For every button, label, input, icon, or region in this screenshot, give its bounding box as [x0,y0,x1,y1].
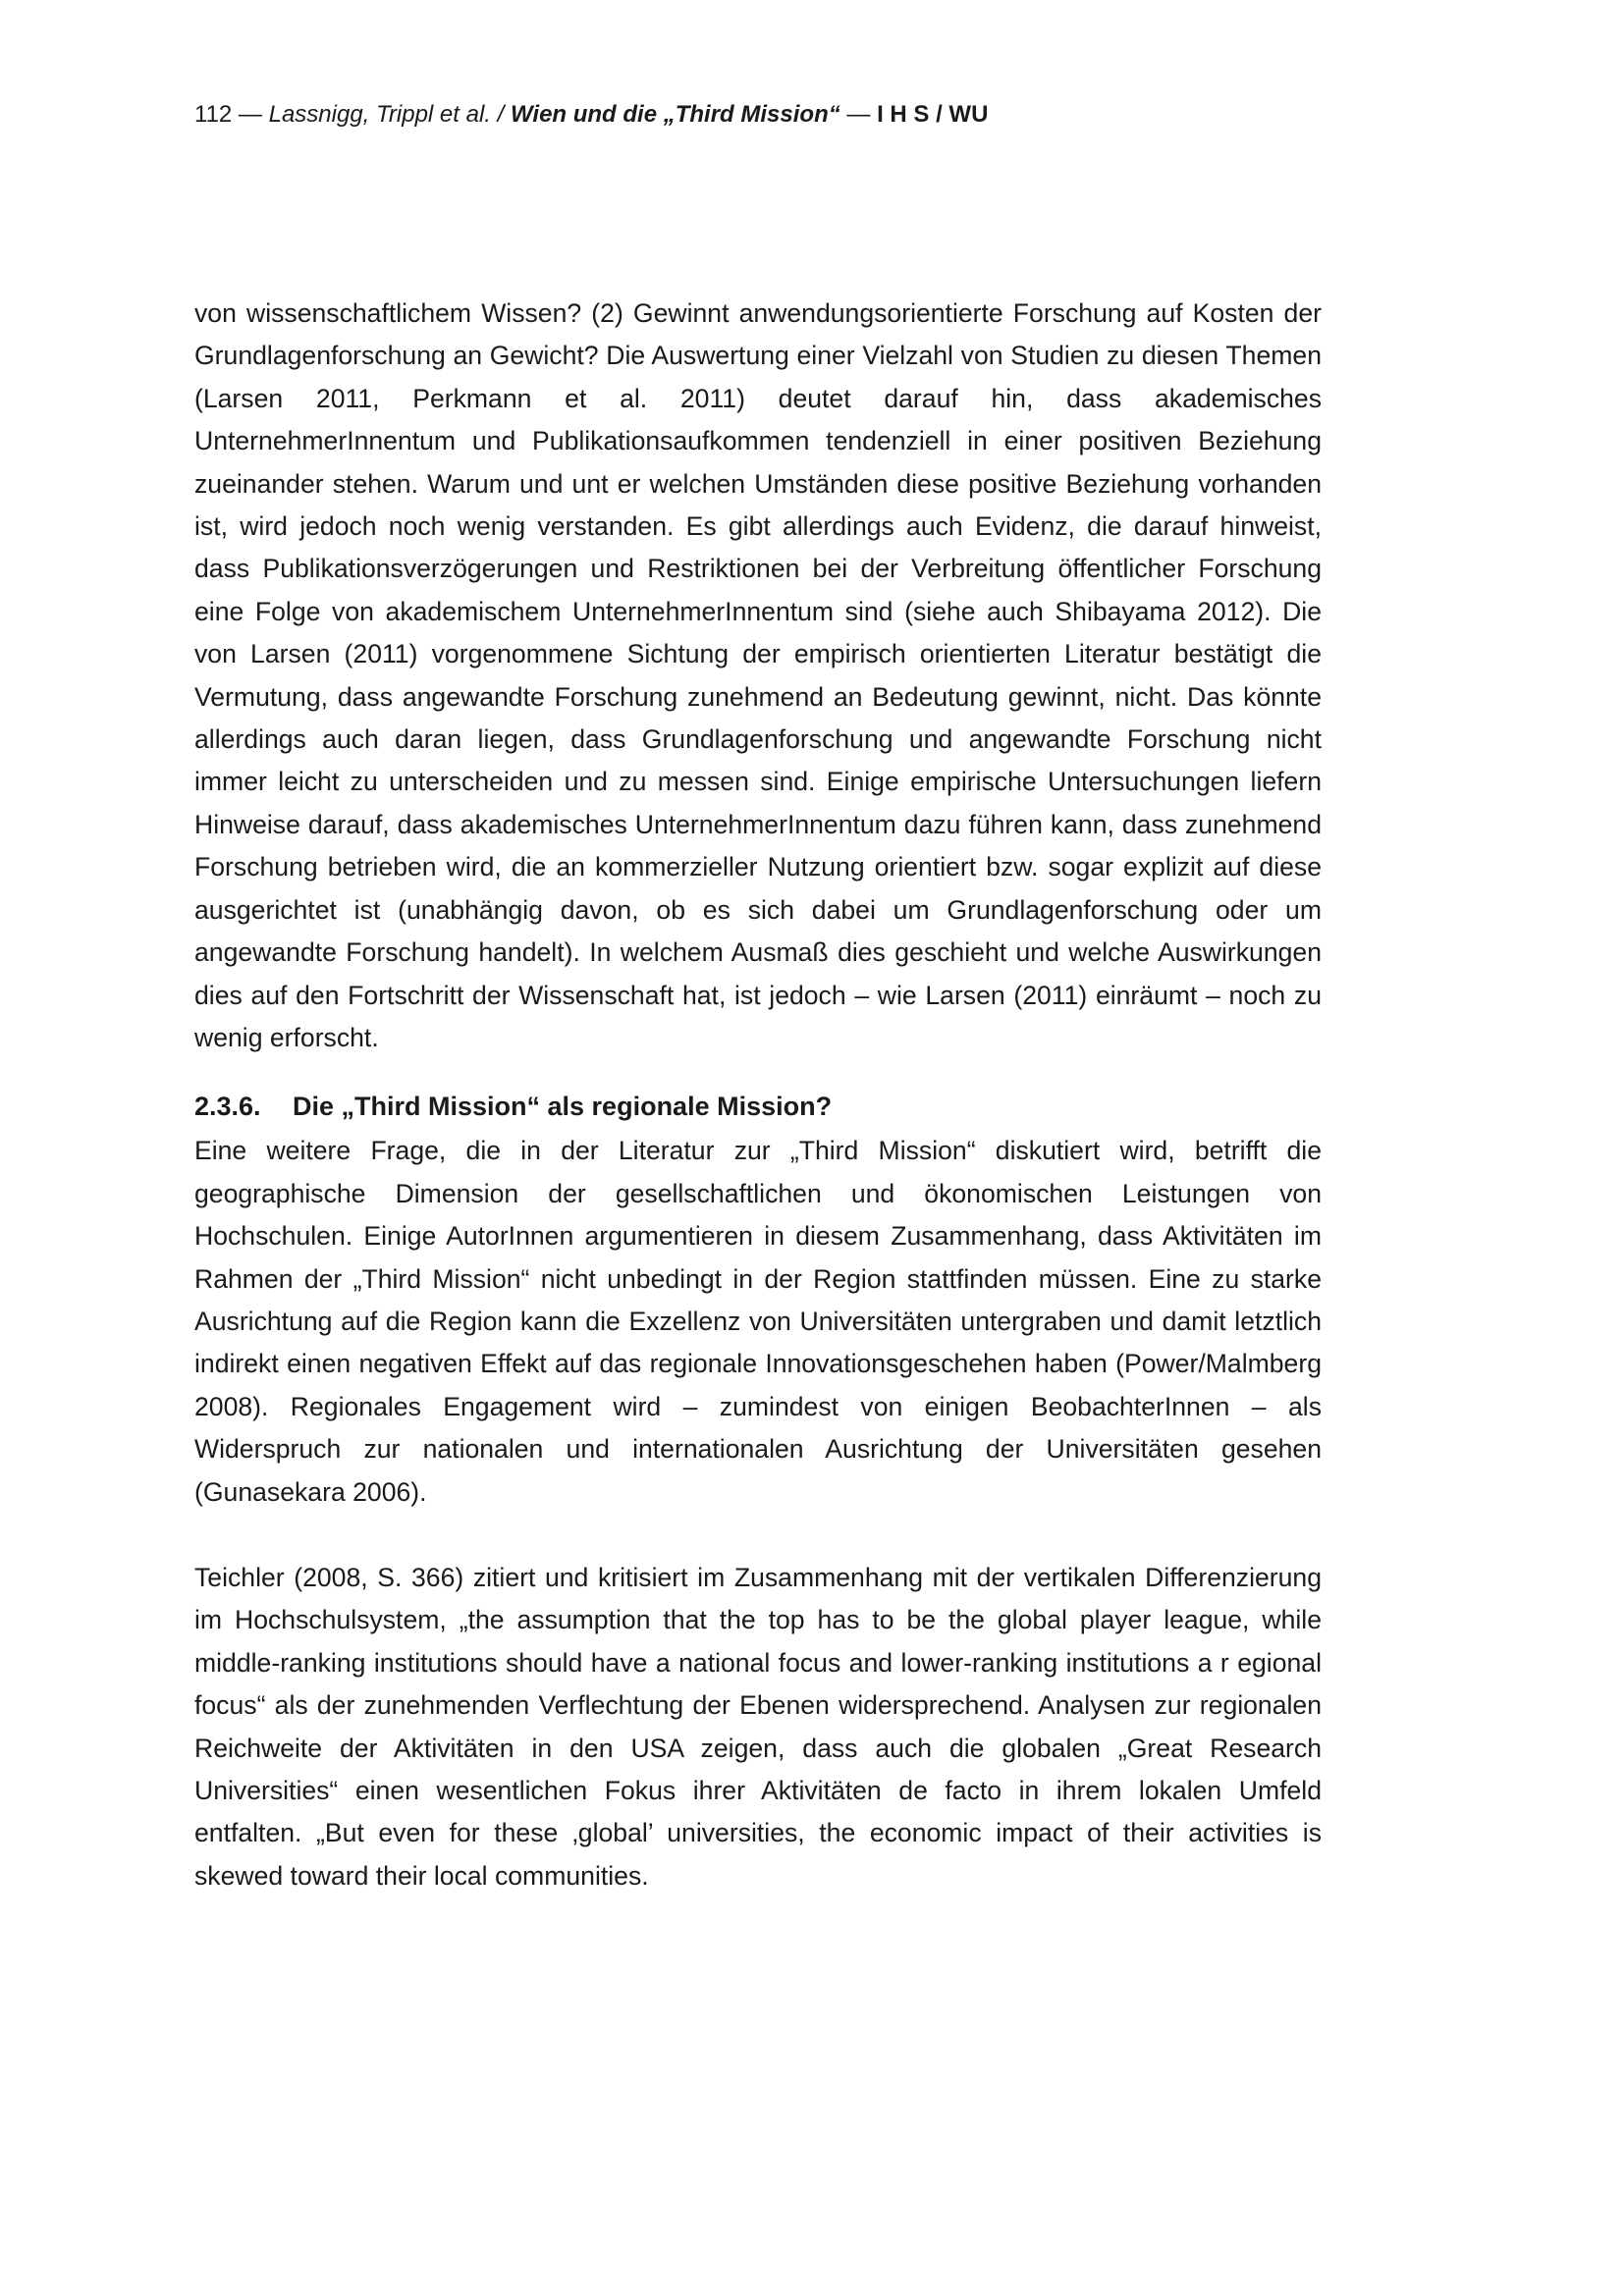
section-number: 2.3.6. [194,1092,261,1122]
section-heading [194,1085,1322,1128]
header-organization: I H S / WU [877,101,989,128]
header-dash: — [232,101,269,128]
page-number: 112 [194,101,233,128]
header-dash: — [839,101,878,128]
body-content [194,293,1322,1897]
paragraph: Eine weitere Frage, die in der Literatur zur „Third Mission“ diskutiert wird, betrifft die geographische Dimension der gesellschaftlichen und ökonomischen Leistungen von Hochschulen. Einige AutorInnen argumentieren in diesem Zusammenhang, dass Aktivitäten im Rahmen der „Third Mission“ nicht unbedingt in der Region stattfinden müssen. Eine zu starke Ausrichtung auf die Region kann die Exzellenz von Universitäten untergraben und damit letztlich indirekt einen negativen Effekt auf das regionale Innovationsgeschehen haben (Power/Malmberg 2008). Regionales Engagement wird – zumindest von einigen BeobachterInnen – als Widerspruch zur nationalen und internationalen Ausrichtung der Universitäten gesehen (Gunasekara 2006). [194,1136,1322,1507]
header-authors: Lassnigg, Trippl et al. / [268,101,511,128]
section-title: Die „Third Mission“ als regionale Mission? [293,1092,833,1122]
header-report-title: Wien und die „Third Mission“ [510,101,840,128]
paragraph: Teichler (2008, S. 366) zitiert und kritisiert im Zusammenhang mit der vertikalen Differenzierung im Hochschulsystem, „the assumption that the top has to be the global player league, while middle-ranking institutions should have a national focus and lower-ranking institutions a r egional focus“ als der zunehmenden Verflechtung der Ebenen widersprechend. Analysen zur regionalen Reichweite der Aktivitäten in den USA zeigen, dass auch die globalen „Great Research Universities“ einen wesentlichen Fokus ihrer Aktivitäten de facto in ihrem lokalen Umfeld entfalten. „But even for these ‚global’ universities, the economic impact of their activities is skewed toward their local communities. [194,1562,1322,1891]
running-header [194,100,988,130]
paragraph-continued: von wissenschaftlichem Wissen? (2) Gewinnt anwendungsorientierte Forschung auf Kosten der Grundlagenforschung an Gewicht? Die Auswertung einer Vielzahl von Studien zu diesen Themen (Larsen 2011, Perkmann et al. 2011) deutet darauf hin, dass akademisches UnternehmerInnentum und Publikationsaufkommen tendenziell in einer positiven Beziehung zueinander stehen. Warum und unt er welchen Umständen diese positive Beziehung vorhanden ist, wird jedoch noch wenig verstanden. Es gibt allerdings auch Evidenz, die darauf hinweist, dass Publikationsverzögerungen und Restriktionen bei der Verbreitung öffentlicher Forschung eine Folge von akademischem UnternehmerInnentum sind (siehe auch Shibayama 2012). Die von Larsen (2011) vorgenommene Sichtung der empirisch orientierten Literatur bestätigt die Vermutung, dass angewandte Forschung zunehmend an Bedeutung gewinnt, nicht. Das könnte allerdings auch daran liegen, dass Grundlagenforschung und angewandte Forschung nicht immer leicht zu unterscheiden und zu messen sind. Einige empirische Untersuchungen liefern Hinweise darauf, dass akademisches UnternehmerInnentum dazu führen kann, dass zunehmend Forschung betrieben wird, die an kommerzieller Nutzung orientiert bzw. sogar explizit auf diese ausgerichtet ist (unabhängig davon, ob es sich dabei um Grundlagenforschung oder um angewandte Forschung handelt). In welchem Ausmaß dies geschieht und welche Auswirkungen dies auf den Fortschritt der Wissenschaft hat, ist jedoch – wie Larsen (2011) einräumt – noch zu wenig erforscht. [194,298,1322,1052]
